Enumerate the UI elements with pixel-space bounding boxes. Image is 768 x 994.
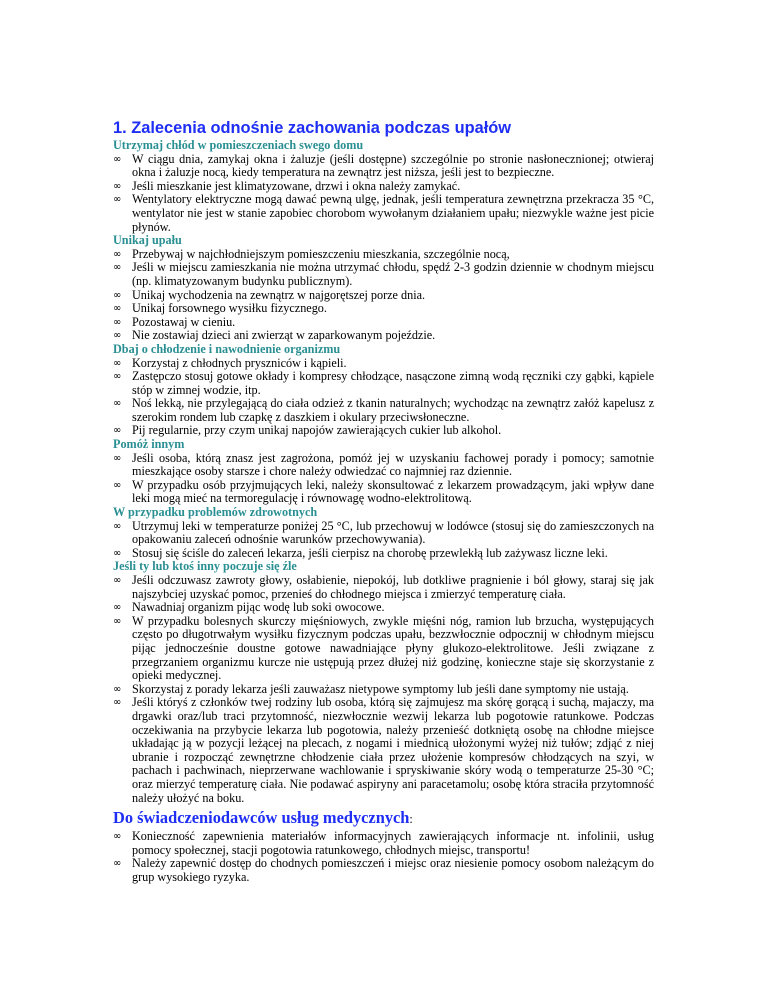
infinity-bullet-icon: ∞	[113, 194, 122, 206]
infinity-bullet-icon: ∞	[113, 316, 122, 328]
infinity-bullet-icon: ∞	[113, 262, 122, 274]
bullet-list	[113, 574, 654, 805]
list-item	[113, 261, 654, 288]
healthcare-providers-title	[113, 808, 654, 829]
page-title: 1. Zalecenia odnośnie zachowania podczas upałów	[113, 119, 512, 137]
infinity-bullet-icon: ∞	[113, 520, 122, 532]
list-item-text: Noś lekką, nie przylegającą do ciała odzież z tkanin naturalnych; wychodząc na zewnątrz załóż kapelusz z szerokim rondem lub czapkę z daszkiem i okulary przeciwsłoneczne.	[132, 396, 654, 424]
list-item	[113, 397, 654, 424]
infinity-bullet-icon: ∞	[113, 180, 122, 192]
healthcare-providers-list	[113, 830, 654, 884]
list-item-text: Przebywaj w najchłodniejszym pomieszczeniu mieszkania, szczególnie nocą,	[132, 246, 510, 261]
list-item-text: W ciągu dnia, zamykaj okna i żaluzje (jeśli dostępne) szczególnie po stronie nasłonecznionej; otwieraj okna i żaluzje nocą, kiedy temperatura na zewnątrz jest niższa, jeśli jest to bezpieczne.	[132, 151, 654, 180]
list-item	[113, 696, 654, 805]
infinity-bullet-icon: ∞	[113, 615, 122, 627]
list-item-text: Jeśli mieszkanie jest klimatyzowane, drzwi i okna należy zamykać.	[132, 178, 461, 193]
list-item-text: Unikaj forsownego wysiłku fizycznego.	[132, 301, 327, 316]
list-item	[113, 329, 654, 343]
list-item-text: Korzystaj z chłodnych pryszniców i kąpieli.	[132, 355, 347, 370]
bullet-list	[113, 452, 654, 506]
list-item-text: Nie zostawiaj dzieci ani zwierząt w zaparkowanym pojeździe.	[132, 328, 436, 343]
list-item	[113, 193, 654, 234]
infinity-bullet-icon: ∞	[113, 371, 122, 383]
document-page	[113, 118, 654, 884]
list-item-text: Pij regularnie, przy czym unikaj napojów zawierających cukier lub alkohol.	[132, 423, 502, 438]
bullet-list	[113, 153, 654, 235]
list-item	[113, 683, 654, 697]
list-item	[113, 424, 654, 438]
list-item	[113, 520, 654, 547]
list-item	[113, 153, 654, 180]
section-heading: W przypadku problemów zdrowotnych	[113, 505, 318, 520]
bullet-list	[113, 520, 654, 561]
infinity-bullet-icon: ∞	[113, 697, 122, 709]
list-item	[113, 357, 654, 371]
section-heading: Utrzymaj chłód w pomieszczeniach swego domu	[113, 138, 364, 152]
infinity-bullet-icon: ∞	[113, 479, 122, 491]
list-item	[113, 316, 654, 330]
infinity-bullet-icon: ∞	[113, 398, 122, 410]
infinity-bullet-icon: ∞	[113, 683, 122, 695]
infinity-bullet-icon: ∞	[113, 425, 122, 437]
list-item-text: Nawadniaj organizm pijąc wodę lub soki owocowe.	[132, 600, 385, 615]
list-item	[113, 452, 654, 479]
recommendations-sections	[113, 139, 654, 805]
list-item	[113, 857, 654, 884]
section-heading: Dbaj o chłodzenie i nawodnienie organizmu	[113, 341, 341, 356]
infinity-bullet-icon: ∞	[113, 547, 122, 559]
bullet-list	[113, 357, 654, 439]
list-item-text: Utrzymuj leki w temperaturze poniżej 25 °C, lub przechowuj w lodówce (stosuj się do zamieszczonych na opakowaniu zaleceń odnośnie warunków przechowywania).	[132, 518, 654, 547]
list-item	[113, 479, 654, 506]
title-colon: :	[409, 812, 413, 827]
list-item-text: Jeśli odczuwasz zawroty głowy, osłabienie, niepokój, lub dotkliwe pragnienie i ból głowy, staraj się jak najszybciej uzyskać pomoc, przenieś do chłodnego miejsca i zmierzyć temperaturę ciała.	[132, 573, 654, 601]
bullet-list	[113, 248, 654, 343]
section-heading: Jeśli ty lub ktoś inny poczuje się źle	[113, 559, 297, 574]
list-item-text: Skorzystaj z porady lekarza jeśli zauważasz nietypowe symptomy lub jeśli dane symptomy nie ustają.	[132, 681, 629, 696]
list-item	[113, 830, 654, 857]
list-item	[113, 547, 654, 561]
infinity-bullet-icon: ∞	[113, 153, 122, 165]
healthcare-providers-title-text: Do świadczeniodawców usług medycznych	[113, 808, 410, 828]
infinity-bullet-icon: ∞	[113, 575, 122, 586]
list-item	[113, 574, 654, 601]
list-item-text: Wentylatory elektryczne mogą dawać pewną ulgę, jednak, jeśli temperatura zewnętrzna przekracza 35 °C, wentylator nie jest w stanie zapobiec chorobom wywołanym działaniem upału; niezwykle ważne jest picie płynów.	[132, 192, 654, 234]
list-item	[113, 180, 654, 194]
list-item-text: Stosuj się ściśle do zaleceń lekarza, jeśli cierpisz na chorobę przewlekłą lub zażywasz liczne leki.	[132, 545, 608, 560]
list-item	[113, 601, 654, 615]
infinity-bullet-icon: ∞	[113, 452, 122, 464]
list-item-text: Pozostawaj w cieniu.	[132, 314, 236, 329]
infinity-bullet-icon: ∞	[113, 289, 122, 301]
infinity-bullet-icon: ∞	[113, 303, 122, 315]
list-item-text: Konieczność zapewnienia materiałów informacyjnych zawierających informacje nt. infolinii, usług pomocy społecznej, stacji pogotowia ratunkowego, chłodnych miejsc, transportu!	[132, 829, 654, 857]
list-item-text: W przypadku osób przyjmujących leki, należy skonsultować z lekarzem prowadzącym, jaki wpływ dane leki mogą mieć na termoregulację i równowagę wodno-elektrolitową.	[132, 477, 654, 506]
list-item	[113, 248, 654, 262]
infinity-bullet-icon: ∞	[113, 602, 122, 614]
section-heading: Unikaj upału	[113, 233, 182, 248]
infinity-bullet-icon: ∞	[113, 831, 122, 843]
list-item-text: Zastępczo stosuj gotowe okłady i kompresy chłodzące, nasączone zimną wodą ręczniki czy gąbki, kąpiele stóp w zimnej wodzie, itp.	[132, 369, 654, 397]
list-item	[113, 289, 654, 303]
section-heading: Pomóż innym	[113, 437, 185, 452]
list-item	[113, 302, 654, 316]
list-item	[113, 615, 654, 683]
list-item-text: Unikaj wychodzenia na zewnątrz w najgorętszej porze dnia.	[132, 287, 426, 302]
infinity-bullet-icon: ∞	[113, 248, 122, 260]
infinity-bullet-icon: ∞	[113, 357, 122, 369]
list-item	[113, 370, 654, 397]
infinity-bullet-icon: ∞	[113, 858, 122, 870]
list-item-text: W przypadku bolesnych skurczy mięśniowych, zwykle mięśni nóg, ramion lub brzucha, występujących często po długotrwałym wysiłku fizycznym podczas upału, bezzwłocznie odpocznij w chłodnym miejscu pijąc jednocześnie doustne gotowe nawadniające płyny glukozo-elektrolitowe. Jeśli związane z przegrzaniem organizmu kurcze nie ustępują przez dłużej niż godzinę, konieczne staje się skorzystanie z opieki medycznej.	[132, 613, 654, 683]
list-item-text: Jeśli osoba, którą znasz jest zagrożona, pomóż jej w uzyskaniu fachowej porady i pomocy; samotnie mieszkające osoby starsze i chore należy odwiedzać co najmniej raz dziennie.	[132, 450, 654, 479]
list-item-text: Należy zapewnić dostęp do chodnych pomieszczeń i miejsc oraz niesienie pomocy osobom należącym do grup wysokiego ryzyka.	[132, 856, 654, 884]
list-item-text: Jeśli w miejscu zamieszkania nie można utrzymać chłodu, spędź 2-3 godzin dziennie w chodnym miejscu (np. klimatyzowanym budynku publicznym).	[132, 260, 654, 288]
list-item-text: Jeśli któryś z członków twej rodziny lub osoba, którą się zajmujesz ma skórę gorącą i suchą, majaczy, ma drgawki oraz/lub traci przytomność, niezwłocznie wezwij lekarza lub pogotowie ratunkowe. Podczas oczekiwania na przybycie lekarza lub pogotowia, należy przenieść dotkniętą osobę na chłodne miejsce układając ją w pozycji leżącej na plecach, z nogami i miednicą ułożonymi wyżej niż tułów; zdjąć z niej ubranie i rozpocząć zewnętrzne chłodzenie ciała przez ułożenie kompresów chłodzących na szyi, w pachach i pachwinach, nieprzerwane wachlowanie i spryskiwanie skóry wodą o temperaturze 25-30 °C; oraz mierzyć temperaturę ciała. Nie podawać aspiryny ani paracetamolu; osobę która straciła przytomność należy ułożyć na boku.	[132, 695, 654, 805]
infinity-bullet-icon: ∞	[113, 330, 122, 342]
